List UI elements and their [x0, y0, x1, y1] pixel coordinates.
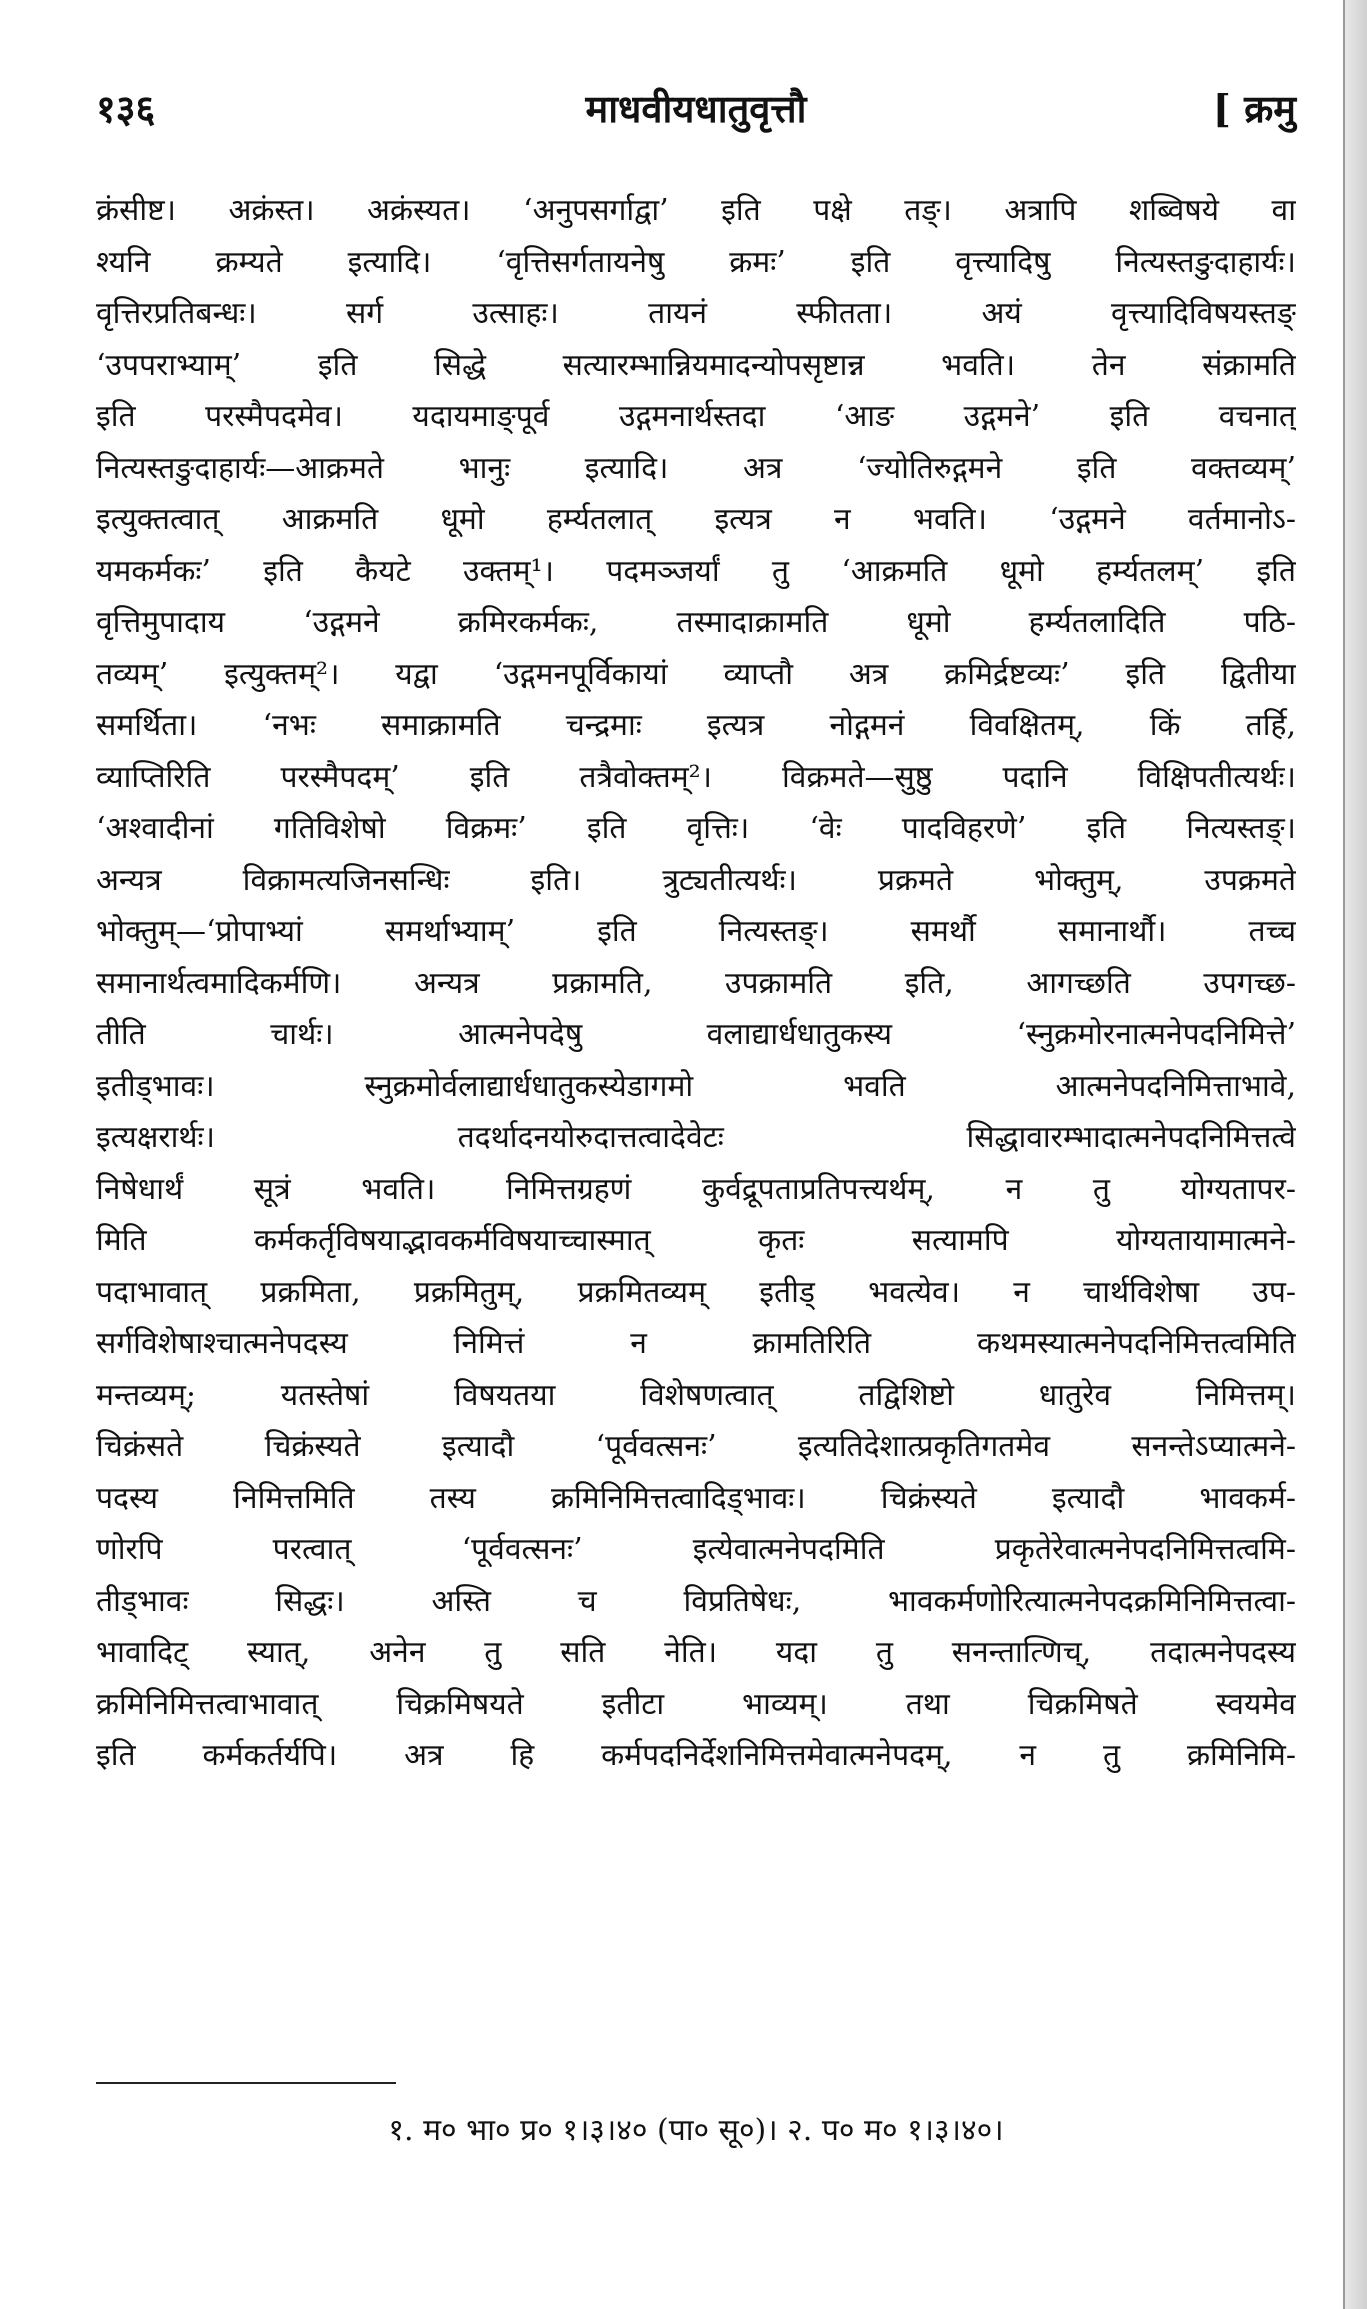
- text-line: व्याप्तिरिति परस्मैपदम्’ इति तत्रैवोक्तम्²। विक्रमते—सुष्ठु पदानि विक्षिपतीत्यर्थः।: [96, 759, 1296, 795]
- text-line: इति परस्मैपदमेव। यदायमाङ्पूर्व उद्गमनार्थस्तदा ‘आङ उद्गमने’ इति वचनात्: [96, 399, 1296, 434]
- body-text: [96, 185, 1296, 1782]
- page-header: [96, 82, 1296, 142]
- text-line: श्यनि क्रम्यते इत्यादि। ‘वृत्तिसर्गतायनेषु क्रमः’ इति वृत्त्यादिषु नित्यस्तङुदाहार्यः।: [96, 244, 1296, 280]
- text-line: समानार्थत्वमादिकर्मणि। अन्यत्र प्रक्रामति, उपक्रामति इति, आगच्छति उपगच्छ-: [96, 965, 1296, 1001]
- text-line: क्रमिनिमित्तत्वाभावात् चिक्रमिषयते इतीटा भाव्यम्। तथा चिक्रमिषते स्वयमेव: [96, 1686, 1296, 1722]
- page-number: १३६: [96, 86, 156, 131]
- text-line: तीड्भावः सिद्धः। अस्ति च विप्रतिषेधः, भावकर्मणोरित्यात्मनेपदक्रमिनिमित्तत्वा-: [96, 1583, 1296, 1619]
- text-line: चिक्रंसते चिक्रंस्यते इत्यादौ ‘पूर्ववत्सनः’ इत्यतिदेशात्प्रकृतिगतमेव सनन्तेऽप्यात्मने-: [96, 1429, 1296, 1464]
- text-line: ‘अश्वादीनां गतिविशेषो विक्रमः’ इति वृत्तिः। ‘वेः पादविहरणे’ इति नित्यस्तङ्।: [96, 811, 1296, 846]
- text-line: मन्तव्यम्; यतस्तेषां विषयतया विशेषणत्वात् तद्विशिष्टो धातुरेव निमित्तम्।: [96, 1377, 1296, 1413]
- text-line: पदाभावात् प्रक्रमिता, प्रक्रमितुम्, प्रक्रमितव्यम् इतीड् भवत्येव। न चार्थविशेषा उप-: [96, 1274, 1296, 1310]
- text-line: इति कर्मकर्तर्यपि। अत्र हि कर्मपदनिर्देशनिमित्तमेवात्मनेपदम्, न तु क्रमिनिमि-: [96, 1738, 1296, 1773]
- text-line: भोक्तुम्—‘प्रोपाभ्यां समर्थाभ्याम्’ इति नित्यस्तङ्। समर्थौ समानार्थौ। तच्च: [96, 914, 1296, 949]
- text-line: वृत्तिरप्रतिबन्धः। सर्ग उत्साहः। तायनं स्फीतता। अयं वृत्त्यादिविषयस्तङ्: [96, 296, 1296, 331]
- text-line: इत्युक्तत्वात् आक्रमति धूमो हर्म्यतलात् इत्यत्र न भवति। ‘उद्गमने वर्तमानोऽ-: [96, 502, 1296, 537]
- text-line: मिति कर्मकर्तृविषयाद्भावकर्मविषयाच्चास्मात् कृतः सत्यामपि योग्यतायामात्मने-: [96, 1223, 1296, 1258]
- footnote: १. म० भा० प्र० १।३।४० (पा० सू०)। २. प० म० १।३।४०।: [388, 2113, 1004, 2148]
- text-line: निषेधार्थं सूत्रं भवति। निमित्तग्रहणं कुर्वद्रूपताप्रतिपत्त्यर्थम्, न तु योग्यतापर-: [96, 1171, 1296, 1207]
- text-line: यमकर्मकः’ इति कैयटे उक्तम्¹। पदमञ्जर्यां तु ‘आक्रमति धूमो हर्म्यतलम्’ इति: [96, 553, 1296, 589]
- text-line: तव्यम्’ इत्युक्तम्²। यद्वा ‘उद्गमनपूर्विकायां व्याप्तौ अत्र क्रमिर्द्रष्टव्यः’ इति द्वितीया: [96, 656, 1296, 692]
- text-line: समर्थिता। ‘नभः समाक्रामति चन्द्रमाः इत्यत्र नोद्गमनं विवक्षितम्, किं तर्हि,: [96, 708, 1296, 743]
- text-line: णोरपि परत्वात् ‘पूर्ववत्सनः’ इत्येवात्मनेपदमिति प्रकृतेरेवात्मनेपदनिमित्तत्वमि-: [96, 1532, 1296, 1567]
- text-line: तीति चार्थः। आत्मनेपदेषु वलाद्यार्धधातुकस्य ‘स्नुक्रमोरनात्मनेपदनिमित्ते’: [96, 1017, 1296, 1052]
- running-title: माधवीयधातुवृत्तौ: [585, 86, 807, 131]
- footnote-rule: [96, 2082, 396, 2084]
- text-line: इतीड्भावः। स्नुक्रमोर्वलाद्यार्धधातुकस्येडागमो भवति आत्मनेपदनिमित्ताभावे,: [96, 1068, 1296, 1104]
- text-line: भावादिट् स्यात्, अनेन तु सति नेति। यदा तु सनन्तात्णिच्, तदात्मनेपदस्य: [96, 1635, 1296, 1670]
- text-line: पदस्य निमित्तमिति तस्य क्रमिनिमित्तत्वादिड्भावः। चिक्रंस्यते इत्यादौ भावकर्म-: [96, 1480, 1296, 1516]
- section-heading-mark: [ क्रमु: [1212, 86, 1296, 131]
- page-edge: [1343, 0, 1367, 2309]
- text-line: वृत्तिमुपादाय ‘उद्गमने क्रमिरकर्मकः, तस्मादाक्रामति धूमो हर्म्यतलादिति पठि-: [96, 605, 1296, 640]
- text-line: नित्यस्तङुदाहार्यः—आक्रमते भानुः इत्यादि। अत्र ‘ज्योतिरुद्गमने इति वक्तव्यम्’: [96, 450, 1296, 486]
- text-line: अन्यत्र विक्रामत्यजिनसन्धिः इति। त्रुट्यतीत्यर्थः। प्रक्रमते भोक्तुम्, उपक्रमते: [96, 862, 1296, 898]
- text-line: क्रंसीष्ट। अक्रंस्त। अक्रंस्यत। ‘अनुपसर्गाद्वा’ इति पक्षे तङ्। अत्रापि शब्विषये वा: [96, 193, 1296, 228]
- text-line: ‘उपपराभ्याम्’ इति सिद्धे सत्यारम्भान्नियमादन्योपसृष्टान्न भवति। तेन संक्रामति: [96, 347, 1296, 383]
- text-line: इत्यक्षरार्थः। तदर्थादनयोरुदात्तत्वादेवेटः सिद्धावारम्भादात्मनेपदनिमित्तत्वे: [96, 1120, 1296, 1155]
- text-line: सर्गविशेषाश्चात्मनेपदस्य निमित्तं न क्रामतिरिति कथमस्यात्मनेपदनिमित्तत्वमिति: [96, 1326, 1296, 1361]
